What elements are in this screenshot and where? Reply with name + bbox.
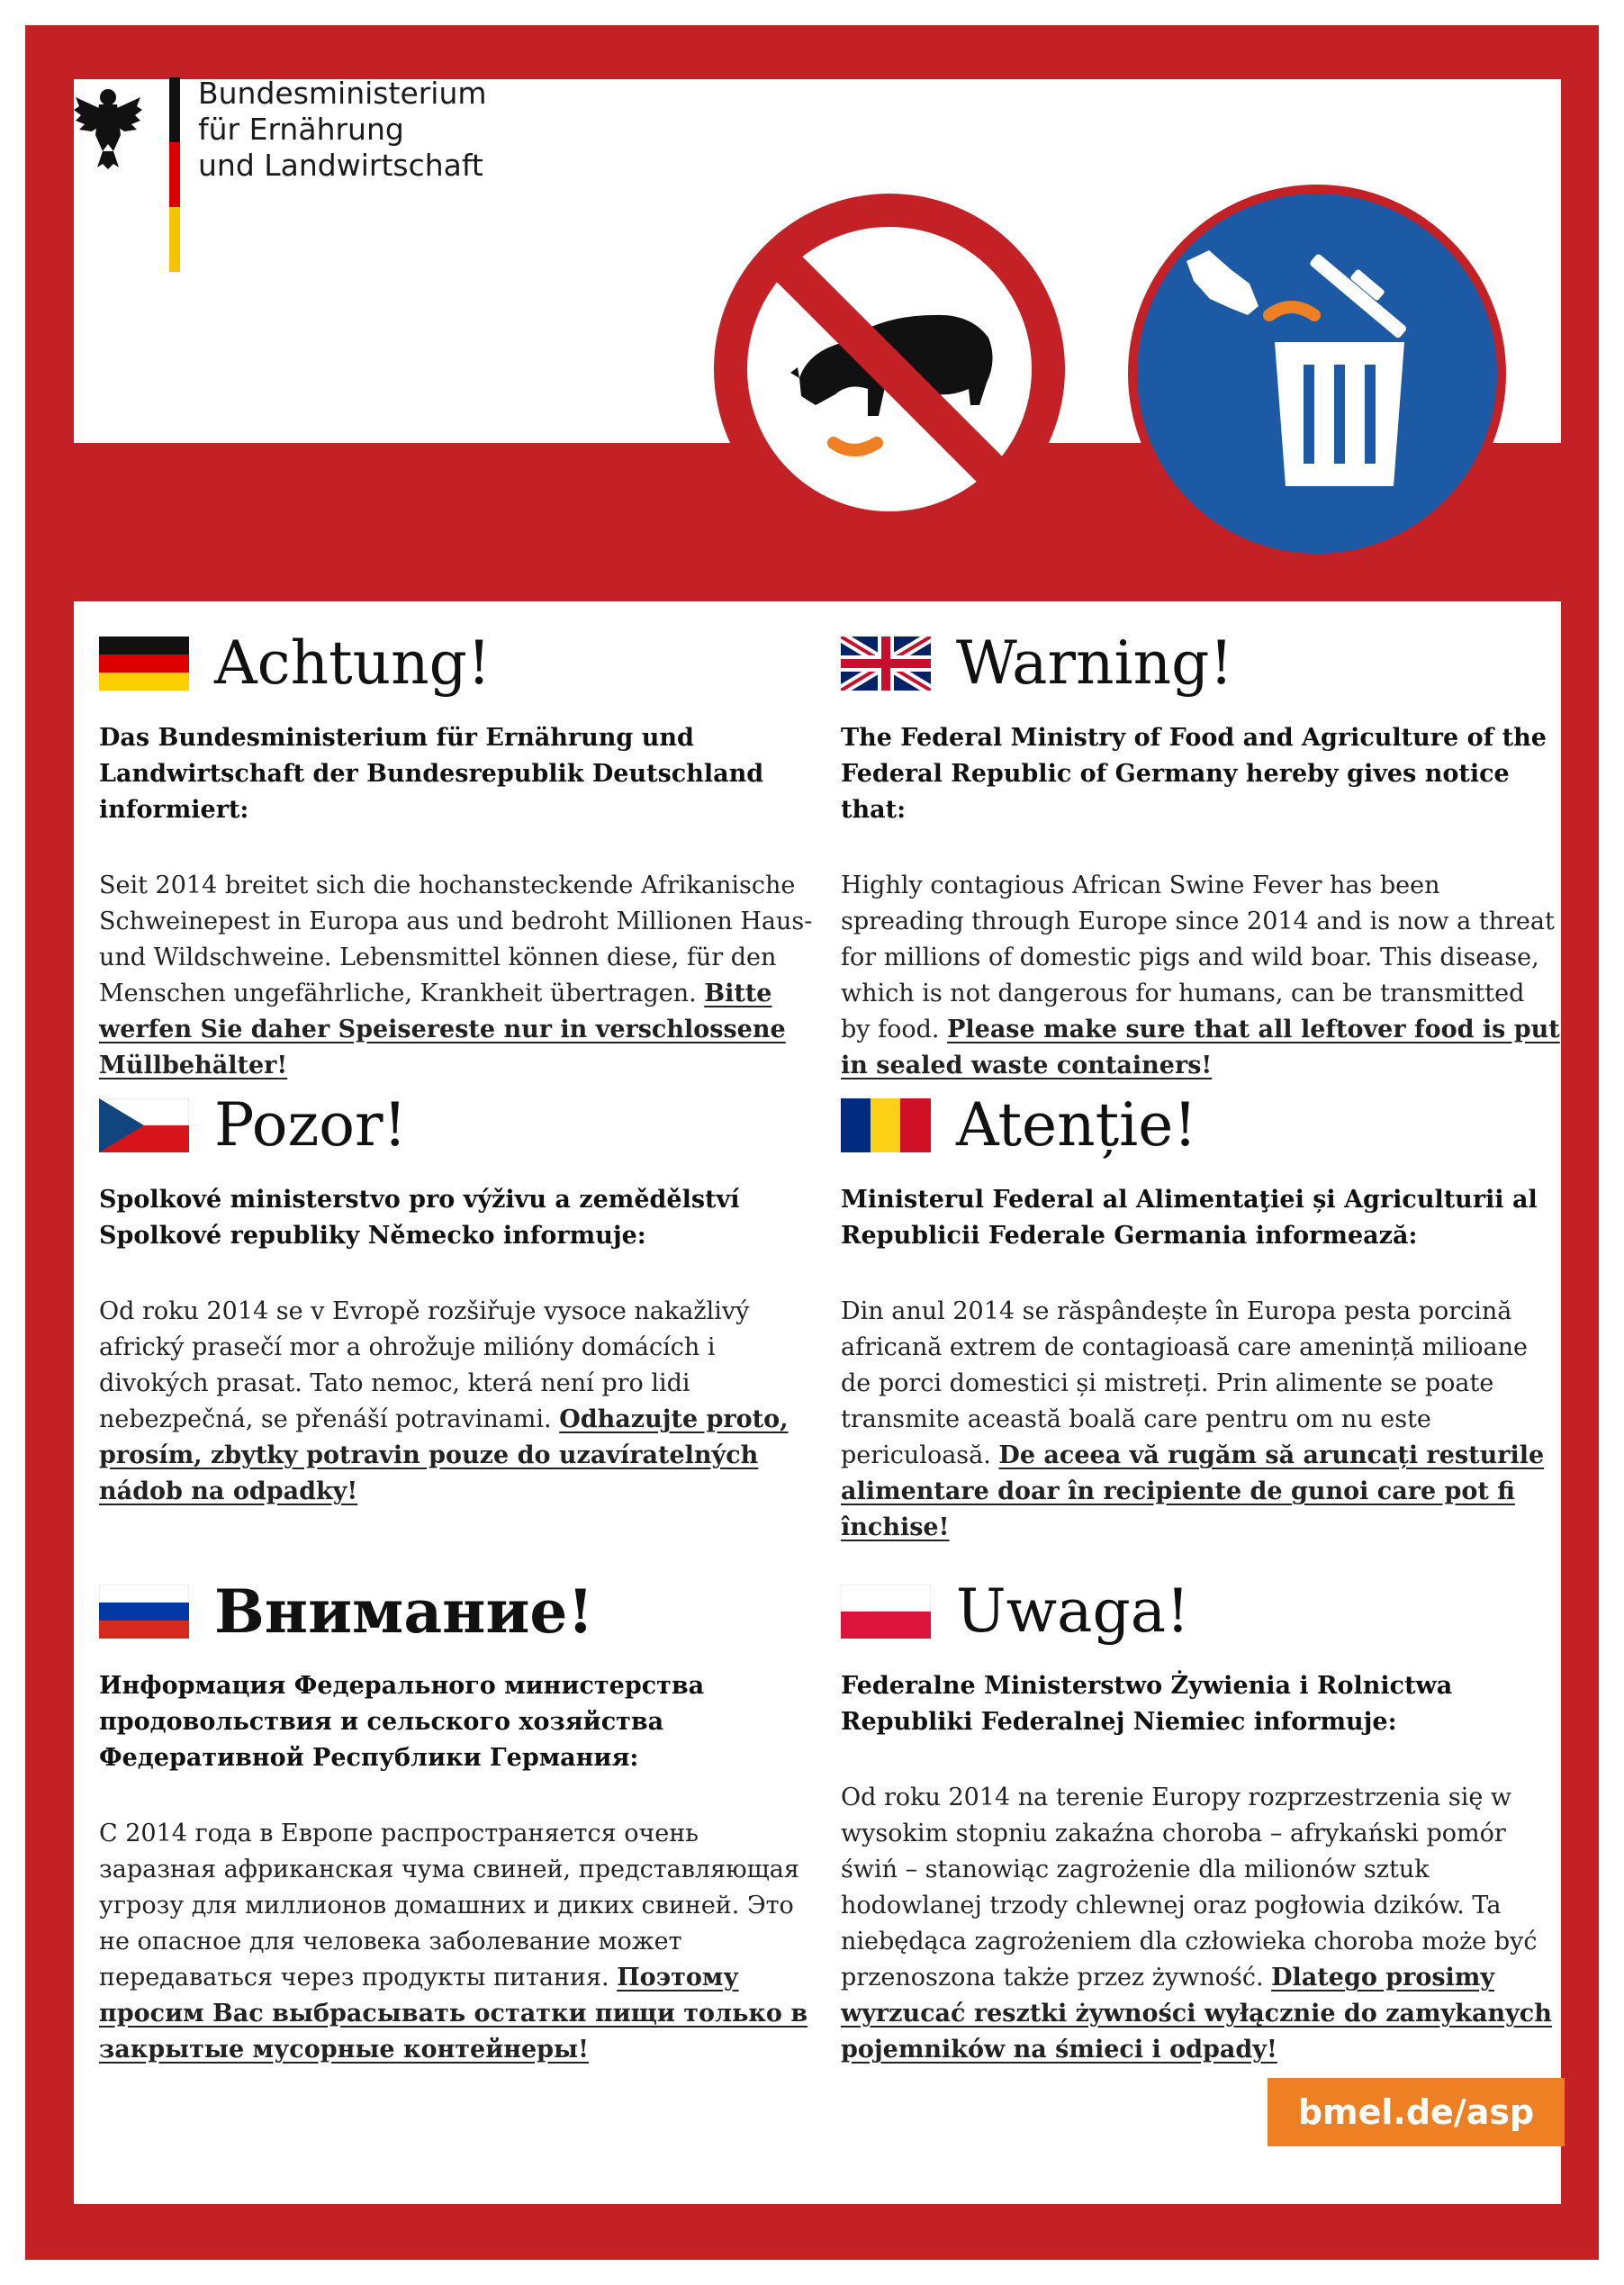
uk-flag-icon	[841, 637, 931, 691]
germany-flag-icon	[99, 637, 189, 691]
section-czech	[99, 1085, 819, 1510]
section-title: Uwaga!	[956, 1576, 1190, 1646]
section-call-to-action: Dlatego prosimy wyrzucać resztki żywności wyłącznie do zamykanych pojemników na śmieci i odpady!	[841, 1964, 1552, 2064]
section-russian	[99, 1571, 819, 2068]
section-title: Achtung!	[214, 628, 492, 698]
website-link-text[interactable]: bmel.de/asp	[1297, 2092, 1535, 2132]
section-body	[99, 868, 819, 1084]
poland-flag-icon	[841, 1585, 931, 1639]
section-lead: Spolkové ministerstvo pro výživu a zemědělství Spolkové republiky Německo informuje:	[99, 1186, 740, 1250]
section-english	[841, 623, 1561, 1084]
federal-eagle-icon	[72, 81, 144, 171]
section-body-text: С 2014 года в Европе распространяется очень заразная африканская чума свиней, представляющая угрозу для миллионов домашних и диких свиней. Это не опасное для человека заболевание может передаваться через продукты питания.	[99, 1820, 799, 1991]
section-title: Внимание!	[214, 1576, 594, 1647]
website-link[interactable]	[1268, 2078, 1565, 2146]
section-body-text: Din anul 2014 se răspândește în Europa pesta porcină africană extrem de contagioasă care amenință milioane de porci domestici și mistreți. Prin alimente se poate transmite această boală care pentru om nu este periculoasă.	[841, 1297, 1528, 1469]
section-title: Pozor!	[214, 1090, 408, 1160]
section-lead: Das Bundesministerium für Ernährung und Landwirtschaft der Bundesrepublik Deutschland informiert:	[99, 724, 764, 824]
section-body-text: Od roku 2014 se v Evropě rozšiřuje vysoce nakažlivý africký prasečí mor a ohrožuje milióny domácích i divokých prasat. Tato nemoc, která není pro lidi nebezpečná, se přenáší potravinami.	[99, 1297, 750, 1433]
section-title: Warning!	[956, 628, 1233, 698]
logo-flag-bar	[169, 77, 180, 272]
section-lead: The Federal Ministry of Food and Agriculture of the Federal Republic of Germany hereby gives notice that:	[841, 724, 1547, 824]
section-lead: Ministerul Federal al Alimentaţiei și Agriculturii al Republicii Federale Germania informează:	[841, 1186, 1538, 1250]
no-feeding-wild-boar-icon	[700, 180, 1078, 558]
section-lead: Информация Федерального министерства продовольствия и сельского хозяйства Федеративной Республики Германия:	[99, 1672, 705, 1772]
section-body	[841, 868, 1561, 1084]
dispose-in-bin-icon	[1123, 180, 1511, 567]
section-call-to-action: Please make sure that all leftover food is put in sealed waste containers!	[841, 1016, 1560, 1079]
czech-flag-icon	[99, 1098, 189, 1152]
section-call-to-action: Bitte werfen Sie daher Speisereste nur in verschlossene Müllbehälter!	[99, 980, 786, 1079]
section-body	[841, 1294, 1561, 1546]
section-body-text: Seit 2014 breitet sich die hochansteckende Afrikanische Schweinepest in Europa aus und bedroht Millionen Haus- und Wildschweine. Lebensmittel können diese, für den Menschen ungefährliche, Krankheit übertragen.	[99, 872, 813, 1007]
section-german	[99, 623, 819, 1084]
logo-line-1: Bundesministerium	[198, 76, 487, 111]
ministry-logo-text	[198, 76, 487, 184]
section-body-text: Od roku 2014 na terenie Europy rozprzestrzenia się w wysokim stopniu zakaźna choroba – afrykański pomór świń – stanowiąc zagrożenie dla milionów sztuk hodowlanej trzody chlewnej oraz pogłowia dzików. Ta niebędąca zagrożeniem dla człowieka choroba może być przenoszona także przez żywność.	[841, 1784, 1538, 1991]
section-body	[99, 1294, 819, 1510]
russia-flag-icon	[99, 1585, 189, 1639]
section-call-to-action: Odhazujte proto, prosím, zbytky potravin pouze do uzavíratelných nádob na odpadky!	[99, 1405, 789, 1505]
section-romanian	[841, 1085, 1561, 1546]
section-call-to-action: De aceea vă rugăm să aruncați resturile alimentare doar în recipiente de gunoi care pot fi închise!	[841, 1441, 1545, 1541]
section-lead: Federalne Ministerstwo Żywienia i Rolnictwa Republiki Federalnej Niemiec informuje:	[841, 1672, 1453, 1736]
logo-line-2: für Ernährung	[198, 112, 404, 147]
section-body	[841, 1780, 1561, 2068]
section-body-text: Highly contagious African Swine Fever has been spreading through Europe since 2014 and is now a threat for millions of domestic pigs and wild boar. This disease, which is not dangerous for humans, can be transmitted by food.	[841, 872, 1555, 1043]
section-title: Atenție!	[956, 1090, 1197, 1160]
romania-flag-icon	[841, 1098, 931, 1152]
section-call-to-action: Поэтому просим Вас выбрасывать остатки пищи только в закрытые мусорные контейнеры!	[99, 1964, 808, 2064]
section-polish	[841, 1571, 1561, 2068]
section-body	[99, 1816, 819, 2068]
logo-line-3: und Landwirtschaft	[198, 148, 483, 183]
